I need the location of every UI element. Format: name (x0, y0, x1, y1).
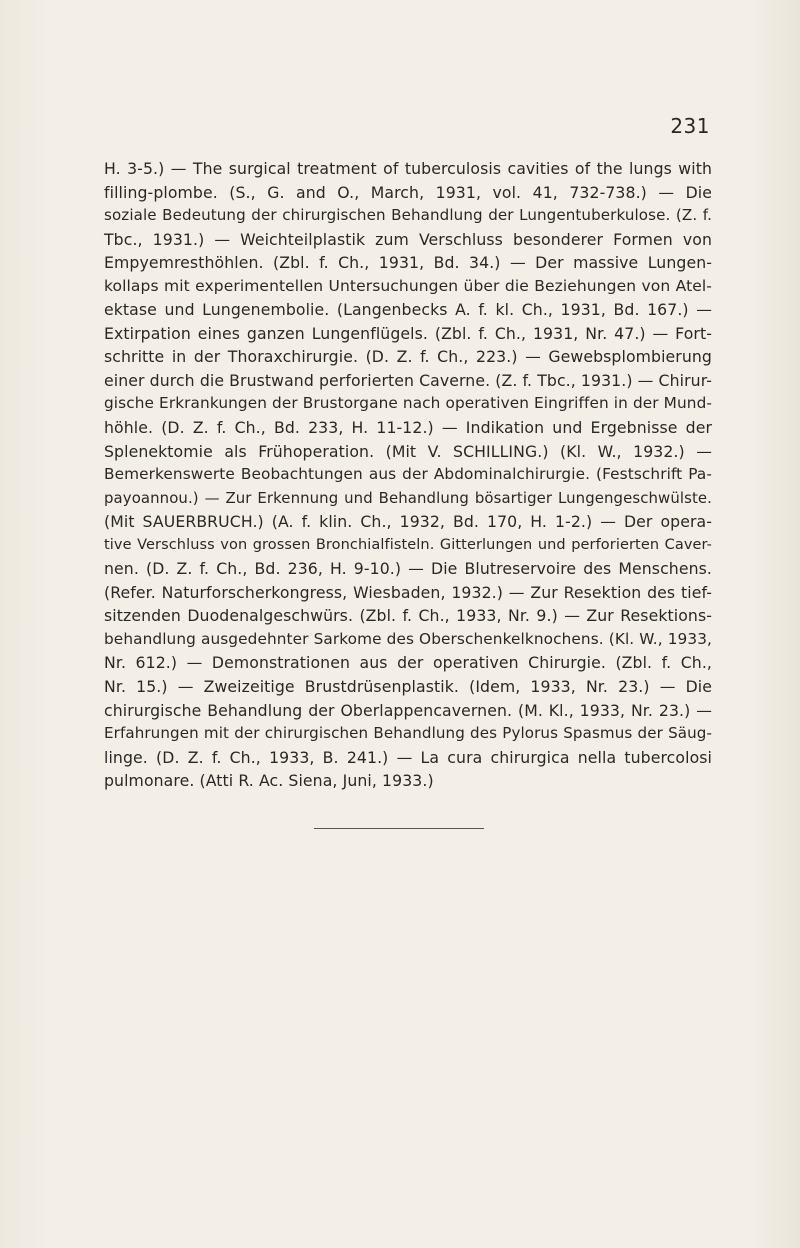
text-line: soziale Bedeutung der chirurgischen Behandlung der Lungentuberkulose. (Z. f. (104, 206, 712, 225)
text-line: Empyemresthöhlen. (Zbl. f. Ch., 1931, Bd. 34.) — Der massive Lungen- (104, 253, 712, 273)
text-line: payoannou.) — Zur Erkennung und Behandlung bösartiger Lungengeschwülste. (104, 488, 712, 507)
text-line: gische Erkrankungen der Brustorgane nach operativen Eingriffen in der Mund- (104, 394, 712, 413)
text-line: behandlung ausgedehnter Sarkome des Oberschenkelknochens. (Kl. W., 1933, (104, 629, 712, 648)
text-line: linge. (D. Z. f. Ch., 1933, B. 241.) — La cura chirurgica nella tubercolosi (104, 747, 712, 767)
text-line: chirurgische Behandlung der Oberlappencavernen. (M. Kl., 1933, Nr. 23.) — (104, 700, 712, 720)
page-number: 231 (670, 114, 710, 138)
text-line: einer durch die Brustwand perforierten Caverne. (Z. f. Tbc., 1931.) — Chirur- (104, 370, 712, 390)
text-line: Tbc., 1931.) — Weichteilplastik zum Verschluss besonderer Formen von (104, 229, 712, 249)
text-line: kollaps mit experimentellen Untersuchungen über die Beziehungen von Atel- (104, 276, 712, 295)
text-line: Extirpation eines ganzen Lungenflügels. (Zbl. f. Ch., 1931, Nr. 47.) — Fort- (104, 323, 712, 343)
text-line: höhle. (D. Z. f. Ch., Bd. 233, H. 11-12.) — Indikation und Ergebnisse der (104, 418, 712, 438)
text-line: Erfahrungen mit der chirurgischen Behandlung des Pylorus Spasmus der Säug- (104, 724, 712, 743)
text-line: (Refer. Naturforscherkongress, Wiesbaden, 1932.) — Zur Resektion des tief- (104, 582, 712, 602)
text-line: pulmonare. (Atti R. Ac. Siena, Juni, 1933.) (104, 771, 434, 791)
text-line: schritte in der Thoraxchirurgie. (D. Z. f. Ch., 223.) — Gewebsplombierung (104, 347, 712, 367)
text-line: filling-plombe. (S., G. and O., March, 1931, vol. 41, 732-738.) — Die (104, 182, 712, 202)
text-line: (Mit SAUERBRUCH.) (A. f. klin. Ch., 1932, Bd. 170, H. 1-2.) — Der opera- (104, 512, 712, 532)
text-line: Nr. 15.) — Zweizeitige Brustdrüsenplastik. (Idem, 1933, Nr. 23.) — Die (104, 677, 712, 697)
text-line: nen. (D. Z. f. Ch., Bd. 236, H. 9-10.) — Die Blutreservoire des Menschens. (104, 559, 712, 579)
text-line: Bemerkenswerte Beobachtungen aus der Abdominalchirurgie. (Festschrift Pa- (104, 465, 712, 484)
text-line: sitzenden Duodenalgeschwürs. (Zbl. f. Ch., 1933, Nr. 9.) — Zur Resektions- (104, 606, 712, 626)
text-line: Splenektomie als Frühoperation. (Mit V. SCHILLING.) (Kl. W., 1932.) — (104, 441, 712, 461)
text-line: Nr. 612.) — Demonstrationen aus der operativen Chirurgie. (Zbl. f. Ch., (104, 653, 712, 673)
text-line: H. 3-5.) — The surgical treatment of tuberculosis cavities of the lungs with (104, 159, 712, 178)
bibliography-paragraph (104, 157, 712, 793)
section-divider (314, 828, 484, 829)
text-line: tive Verschluss von grossen Bronchialfisteln. Gitterlungen und perforierten Caver- (104, 536, 712, 553)
text-line: ektase und Lungenembolie. (Langenbecks A. f. kl. Ch., 1931, Bd. 167.) — (104, 300, 712, 320)
